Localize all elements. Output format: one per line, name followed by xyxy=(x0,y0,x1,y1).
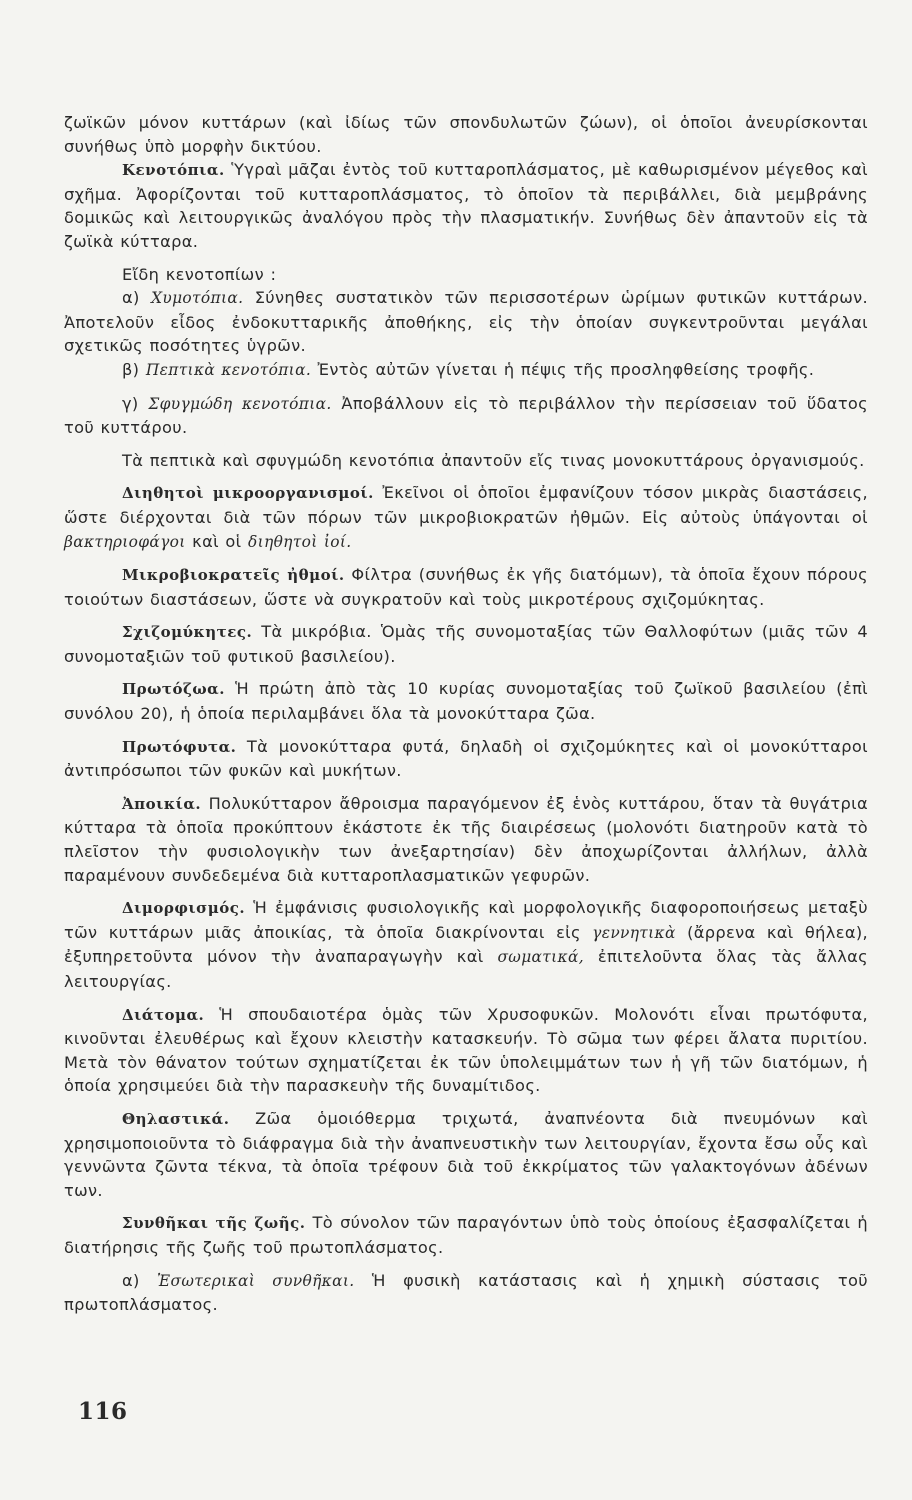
italic-term: διηθητοὶ ἰοί. xyxy=(248,532,352,551)
paragraph-p03 xyxy=(64,263,868,287)
text-run: Τὰ μονοκύτταρα φυτά, δηλαδὴ οἱ σχιζομύκητες καὶ οἱ μονοκύτταροι ἀντιπρόσωποι τῶν φυκῶν καὶ μυκήτων. xyxy=(64,736,868,781)
paragraph-p15 xyxy=(64,1003,868,1098)
term-heading: Ἀποικία. xyxy=(122,794,202,813)
paragraph-p17 xyxy=(64,1211,868,1259)
term-heading: Πρωτόφυτα. xyxy=(122,737,237,756)
text-run: καὶ οἱ xyxy=(185,531,248,551)
text-run: Τὸ σύνολον τῶν παραγόντων ὑπὸ τοὺς ὁποίους ἐξασφαλίζεται ἡ διατήρησις τῆς ζωῆς τοῦ πρωτοπλάσματος. xyxy=(64,1213,868,1257)
paragraph-p02 xyxy=(64,158,868,253)
term-heading: Διηθητοὶ μικροοργανισμοί. xyxy=(122,484,374,503)
paragraph-p01 xyxy=(64,111,868,158)
text-run: Ἐκεῖνοι οἱ ὁποῖοι ἐμφανίζουν τόσον μικρὰς διαστάσεις, ὥστε διέρχονται διὰ τῶν πόρων τῶν μικροβιοκρατῶν ἠθμῶν. Εἰς αὐτοὺς ὑπάγονται οἱ xyxy=(64,483,868,527)
paragraph-p13 xyxy=(64,792,868,887)
paragraph-p07 xyxy=(64,449,868,473)
text-run: Τὰ πεπτικὰ καὶ σφυγμώδη κενοτόπια ἀπαντοῦν εἴς τινας μονοκυττάρους ὀργανισμούς. xyxy=(122,450,865,470)
text-run: (ἄρρενα καὶ θήλεα), ἐξυπηρετοῦντα μόνον τὴν ἀναπαραγωγὴν καὶ xyxy=(64,922,868,967)
text-run: α) xyxy=(122,1270,158,1290)
text-run: Ἡ πρώτη ἀπὸ τὰς 10 κυρίας συνομοταξίας τοῦ ζωϊκοῦ βασιλείου (ἐπὶ συνόλου 20), ἡ ὁποία περιλαμβάνει ὅλα τὰ μονοκύτταρα ζῶα. xyxy=(64,679,868,724)
paragraph-p04 xyxy=(64,286,868,358)
page-number: 116 xyxy=(78,1398,128,1425)
term-heading: Σχιζομύκητες. xyxy=(122,623,253,642)
term-heading: Διάτομα. xyxy=(122,1005,205,1024)
text-run: ζωϊκῶν μόνον κυττάρων (καὶ ἰδίως τῶν σπονδυλωτῶν ζώων), οἱ ὁποῖοι ἀνευρίσκονται συνήθως ὑπὸ μορφὴν δικτύου. xyxy=(64,113,868,156)
term-heading: Διμορφισμός. xyxy=(122,899,246,918)
text-run: Ἡ ἐμφάνισις φυσιολογικῆς καὶ μορφολογικῆς διαφοροποιήσεως μεταξὺ τῶν κυττάρων μιᾶς ἀποικίας, τὰ ὁποῖα διακρίνονται εἰς xyxy=(64,898,868,942)
term-heading: Μικροβιοκρατεῖς ἠθμοί. xyxy=(122,566,345,585)
paragraph-p10 xyxy=(64,620,868,668)
italic-term: βακτηριοφάγοι xyxy=(64,532,186,551)
term-heading: Κενοτόπια. xyxy=(122,161,225,180)
paragraph-p11 xyxy=(64,677,868,725)
page-body-text xyxy=(64,111,868,1317)
text-run: α) xyxy=(122,288,152,308)
italic-term: Σφυγμώδη κενοτόπια. xyxy=(148,394,332,413)
paragraph-p14 xyxy=(64,896,868,993)
text-run: Εἴδη κενοτοπίων : xyxy=(122,264,277,284)
text-run: Ἡ φυσικὴ κατάστασις καὶ ἡ χημικὴ σύστασις τοῦ πρωτοπλάσματος. xyxy=(64,1270,868,1315)
italic-term: γεννητικὰ xyxy=(592,923,676,942)
text-run: Ὑγραὶ μᾶζαι ἐντὸς τοῦ κυτταροπλάσματος, μὲ καθωρισμένον μέγεθος καὶ σχῆμα. Ἀφορίζονται τοῦ κυτταροπλάσματος, τὸ ὁποῖον τὰ περιβάλλει, διὰ μεμβράνης δομικῶς καὶ λειτουργικῶς ἀναλόγου πρὸς τὴν πλασματικήν. Συνήθως δὲν ἀπαντοῦν εἰς τὰ ζωϊκὰ κύτταρα. xyxy=(64,160,868,251)
text-run: Φίλτρα (συνήθως ἐκ γῆς διατόμων), τὰ ὁποῖα ἔχουν πόρους τοιούτων διαστάσεων, ὥστε νὰ συγκρατοῦν καὶ τοὺς μικροτέρους σχιζομύκητας. xyxy=(64,565,868,609)
text-run: Σύνηθες συστατικὸν τῶν περισσοτέρων ὡρίμων φυτικῶν κυττάρων. Ἀποτελοῦν εἶδος ἐνδοκυτταρικῆς ἀποθήκης, εἰς τὴν ὁποίαν συγκεντροῦνται μεγάλαι σχετικῶς ποσότητες ὑγρῶν. xyxy=(64,288,868,356)
paragraph-p12 xyxy=(64,735,868,783)
text-run: γ) xyxy=(122,393,149,413)
text-run: β) xyxy=(122,359,146,379)
text-run: Πολυκύτταρον ἄθροισμα παραγόμενον ἐξ ἑνὸς κυττάρου, ὅταν τὰ θυγάτρια κύτταρα τὰ ὁποῖα προκύπτουν ἑκάστοτε ἐκ τῆς διαιρέσεως (μολονότι διατηροῦν κατὰ τὸ πλεῖστον τὴν φυσιολογικὴν των ἀνεξαρτησίαν) δὲν ἀποχωρίζονται ἀλλήλων, ἀλλὰ παραμένουν συνδεδεμένα διὰ κυτταροπλασματικῶν γεφυρῶν. xyxy=(64,793,868,885)
italic-term: Χυμοτόπια. xyxy=(151,289,244,308)
term-heading: Συνθῆκαι τῆς ζωῆς. xyxy=(122,1214,306,1233)
text-run: Ζῶα ὁμοιόθερμα τριχωτά, ἀναπνέοντα διὰ πνευμόνων καὶ χρησιμοποιοῦντα τὸ διάφραγμα διὰ τὴν ἀναπνευστικὴν των λειτουργίαν, ἔχοντα ἔσω οὖς καὶ γεννῶντα ζῶντα τέκνα, τὰ ὁποῖα τρέφουν διὰ τοῦ ἐκκρίματος τῶν γαλακτογόνων ἀδένων των. xyxy=(64,1108,868,1200)
term-heading: Πρωτόζωα. xyxy=(122,680,225,699)
text-run: ἐπιτελοῦντα ὅλας τὰς ἄλλας λειτουργίας. xyxy=(64,947,868,991)
text-run: Ἡ σπουδαιοτέρα ὁμὰς τῶν Χρυσοφυκῶν. Μολονότι εἶναι πρωτόφυτα, κινοῦνται ἐλευθέρως καὶ ἔχουν κλειστὴν κατασκευήν. Τὸ σῶμα των φέρει ἄλατα πυριτίου. Μετὰ τὸν θάνατον τούτων σχηματίζεται ἐκ τῶν ὑπολειμμάτων των ἡ γῆ τῶν διατόμων, ἡ ὁποία χρησιμεύει διὰ τὴν παρασκευὴν τῆς δυναμίτιδος. xyxy=(64,1004,868,1096)
italic-term: σωματικά, xyxy=(497,948,584,967)
italic-term: Πεπτικὰ κενοτόπια. xyxy=(145,360,312,379)
term-heading: Θηλαστικά. xyxy=(122,1109,230,1128)
paragraph-p16 xyxy=(64,1107,868,1202)
paragraph-p09 xyxy=(64,563,868,611)
paragraph-p06 xyxy=(64,392,868,440)
paragraph-p05 xyxy=(64,358,868,383)
paragraph-p18 xyxy=(64,1269,868,1317)
text-run: Τὰ μικρόβια. Ὁμὰς τῆς συνομοταξίας τῶν Θαλλοφύτων (μιᾶς τῶν 4 συνομοταξιῶν τοῦ φυτικοῦ βασιλείου). xyxy=(64,622,868,666)
text-run: Ἀποβάλλουν εἰς τὸ περιβάλλον τὴν περίσσειαν τοῦ ὕδατος τοῦ κυττάρου. xyxy=(64,393,869,438)
italic-term: Ἐσωτερικαὶ συνθῆκαι. xyxy=(157,1271,355,1290)
text-run: Ἐντὸς αὐτῶν γίνεται ἡ πέψις τῆς προσληφθείσης τροφῆς. xyxy=(311,359,815,379)
paragraph-p08 xyxy=(64,481,868,554)
